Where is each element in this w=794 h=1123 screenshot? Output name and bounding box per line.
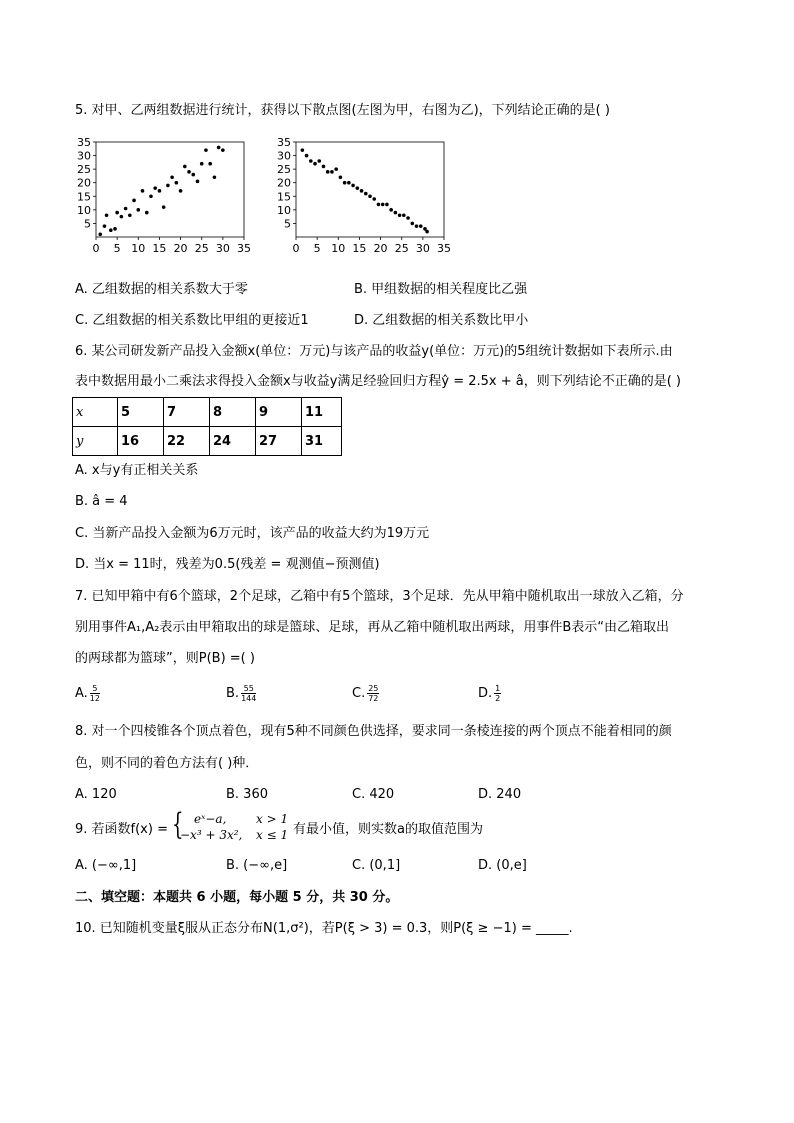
section2-heading: 二、填空题：本题共 6 小题，每小题 5 分，共 30 分。 — [75, 890, 399, 905]
q7-option-b — [226, 684, 256, 703]
scatter-point — [113, 227, 117, 231]
y-tick-label: 10 — [277, 203, 291, 217]
scatter-point — [372, 197, 376, 201]
scatter-point — [343, 181, 347, 185]
q9-prefix: 9. 若函数f(x) = — [75, 822, 168, 837]
q9-option-c: C. (0,1] — [352, 858, 401, 873]
scatter-point — [368, 194, 372, 198]
scatter-point — [347, 181, 351, 185]
scatter-point — [136, 208, 140, 212]
q7-line2: 别用事件A₁,A₂表示由甲箱取出的球是篮球、足球，再从乙箱中随机取出两球，用事件B表示“由乙箱取出 — [75, 620, 669, 635]
table-cell: 9 — [256, 398, 302, 427]
x-tick-label: 35 — [237, 242, 251, 255]
x-tick-label: 10 — [131, 242, 146, 255]
piecewise-brace: { — [172, 807, 184, 842]
q6-option-a: A. x与y有正相关关系 — [75, 463, 199, 478]
q8-option-b: B. 360 — [226, 787, 268, 802]
table-row — [73, 427, 342, 456]
q8-option-a: A. 120 — [75, 787, 117, 802]
scatter-point — [339, 175, 343, 179]
y-tick-label: 10 — [77, 203, 91, 217]
scatter-point — [213, 175, 217, 179]
fraction-denominator: 2 — [495, 694, 501, 703]
y-tick-label: 30 — [77, 149, 91, 163]
scatter-point — [398, 213, 402, 217]
scatter-point — [419, 224, 423, 228]
table-cell: 27 — [256, 427, 302, 456]
q7-option-a — [75, 684, 100, 703]
y-tick-label: 5 — [84, 217, 91, 231]
scatter-point — [158, 189, 162, 193]
q9-option-b: B. (−∞,e] — [226, 858, 288, 873]
q6-option-d: D. 当x = 11时，残差为0.5(残差 = 观测值−预测值) — [75, 557, 380, 572]
scatter-point — [406, 216, 410, 220]
table-cell: y — [73, 427, 118, 456]
y-tick-label: 15 — [277, 190, 291, 204]
x-tick-label: 15 — [352, 242, 367, 255]
q6-option-b: B. â = 4 — [75, 494, 128, 509]
scatter-point — [221, 148, 225, 152]
scatter-point — [98, 232, 102, 236]
q6-stem-line1: 6. 某公司研发新产品投入金额x(单位：万元)与该产品的收益y(单位：万元)的5组统计数据如下表所示.由 — [75, 344, 673, 359]
q9-case1-cond: x > 1 — [256, 812, 289, 826]
table-cell: 7 — [164, 398, 210, 427]
table-cell: 8 — [210, 398, 256, 427]
q10-text: 10. 已知随机变量ξ服从正态分布N(1,σ²)，若P(ξ > 3) = 0.3，则P(ξ ≥ −1) = _____. — [75, 921, 573, 936]
scatter-point — [200, 162, 204, 166]
fraction — [90, 684, 100, 703]
y-tick-label: 25 — [77, 163, 91, 177]
scatter-point — [153, 186, 157, 190]
option-label: B. — [226, 686, 240, 701]
option-label: C. — [352, 686, 366, 701]
scatter-point — [124, 207, 128, 211]
table-cell: 5 — [118, 398, 164, 427]
scatter-point — [313, 162, 317, 166]
q6-data-table — [72, 397, 342, 456]
scatter-point — [103, 224, 107, 228]
q8-line2: 色，则不同的着色方法有( )种． — [75, 756, 259, 771]
fraction — [241, 684, 256, 703]
scatter-point — [170, 175, 174, 179]
table-cell: 11 — [302, 398, 342, 427]
table-cell: 24 — [210, 427, 256, 456]
scatter-point — [334, 167, 338, 171]
table-cell: 31 — [302, 427, 342, 456]
table-row — [73, 398, 342, 427]
scatter-point — [128, 213, 132, 217]
scatter-point — [360, 189, 364, 193]
scatter-point — [301, 148, 305, 152]
q7-option-d — [478, 684, 501, 703]
scatter-point — [166, 184, 170, 188]
scatter-point — [145, 211, 149, 215]
x-tick-label: 5 — [113, 242, 121, 255]
scatter-point — [377, 203, 381, 207]
q9-option-d: D. (0,e] — [478, 858, 527, 873]
q9-case1-expr: eˣ−a, — [194, 812, 227, 826]
x-tick-label: 20 — [173, 242, 188, 255]
fraction-numerator: 25 — [368, 684, 379, 693]
table-cell: 22 — [164, 427, 210, 456]
q7-line3: 的两球都为篮球”，则P(B) =( ) — [75, 651, 255, 666]
scatter-point — [217, 146, 221, 150]
q9-case2-expr: −x³ + 3x², — [180, 828, 243, 842]
q5-option-c: C. 乙组数据的相关系数比甲组的更接近1 — [75, 313, 309, 328]
scatter-point — [415, 224, 419, 228]
q8-line1: 8. 对一个四棱锥各个顶点着色，现有5种不同颜色供选择，要求同一条棱连接的两个顶点不能着相同的颜 — [75, 724, 672, 739]
table-cell: x — [73, 398, 118, 427]
x-tick-label: 0 — [292, 242, 300, 255]
x-tick-label: 30 — [415, 242, 430, 255]
scatter-point — [179, 189, 183, 193]
q8-option-d: D. 240 — [478, 787, 522, 802]
scatter-point — [132, 199, 136, 203]
y-tick-label: 20 — [277, 176, 291, 190]
q5-option-b: B. 甲组数据的相关程度比乙强 — [354, 282, 528, 297]
scatter-point — [385, 203, 389, 207]
q8-option-c: C. 420 — [352, 787, 395, 802]
option-label: A. — [75, 686, 88, 701]
x-tick-label: 5 — [313, 242, 321, 255]
scatter-point — [204, 148, 208, 152]
x-tick-label: 20 — [373, 242, 388, 255]
x-tick-label: 10 — [331, 242, 346, 255]
y-tick-label: 35 — [277, 136, 291, 149]
fraction-numerator: 5 — [90, 684, 100, 694]
q9-case2-cond: x ≤ 1 — [256, 828, 289, 842]
q9-suffix: 有最小值，则实数a的取值范围为 — [293, 822, 483, 837]
x-tick-label: 30 — [215, 242, 230, 255]
q9-option-a: A. (−∞,1] — [75, 858, 137, 873]
fraction-denominator: 12 — [89, 694, 100, 703]
scatter-point — [326, 170, 330, 174]
scatter-plot-jia — [64, 134, 264, 262]
plot-frame — [96, 142, 244, 237]
scatter-point — [187, 170, 191, 174]
x-tick-label: 15 — [152, 242, 167, 255]
scatter-point — [175, 181, 179, 185]
q6-stem-line2: 表中数据用最小二乘法求得投入金额x与收益y满足经验回归方程ŷ = 2.5x + â，则下列结论不正确的是( ) — [75, 374, 682, 389]
fraction-denominator: 72 — [368, 694, 379, 703]
scatter-point — [305, 154, 309, 158]
scatter-point — [141, 189, 145, 193]
scatter-point — [356, 186, 360, 190]
fraction-denominator: 144 — [241, 694, 257, 703]
scatter-point — [351, 184, 355, 188]
scatter-plot-yi — [264, 134, 464, 262]
scatter-point — [402, 213, 406, 217]
scatter-point — [196, 180, 200, 184]
y-tick-label: 25 — [277, 163, 291, 177]
q7-option-c — [352, 684, 379, 703]
scatter-point — [309, 159, 313, 163]
table-cell: 16 — [118, 427, 164, 456]
scatter-point — [330, 170, 334, 174]
fraction — [494, 684, 501, 703]
x-tick-label: 35 — [437, 242, 451, 255]
plot-frame — [296, 142, 444, 237]
fraction — [367, 684, 379, 703]
y-tick-label: 35 — [77, 136, 91, 149]
scatter-point — [162, 205, 166, 209]
scatter-point — [105, 213, 109, 217]
y-tick-label: 5 — [284, 217, 291, 231]
scatter-point — [208, 162, 212, 166]
scatter-point — [394, 211, 398, 215]
scatter-point — [109, 228, 113, 232]
fraction-numerator: 55 — [241, 684, 256, 694]
x-tick-label: 25 — [194, 242, 209, 255]
scatter-point — [317, 159, 321, 163]
q5-option-a: A. 乙组数据的相关系数大于零 — [75, 282, 248, 297]
q5-option-d: D. 乙组数据的相关系数比甲小 — [354, 313, 529, 328]
y-tick-label: 20 — [77, 176, 91, 190]
scatter-point — [183, 165, 187, 169]
scatter-point — [381, 203, 385, 207]
scatter-point — [425, 230, 429, 234]
y-tick-label: 15 — [77, 190, 91, 204]
scatter-point — [149, 194, 153, 198]
x-tick-label: 0 — [92, 242, 100, 255]
scatter-point — [364, 192, 368, 196]
scatter-point — [322, 165, 326, 169]
q6-option-c: C. 当新产品投入金额为6万元时，该产品的收益大约为19万元 — [75, 526, 430, 541]
option-label: D. — [478, 686, 493, 701]
q5-stem: 5. 对甲、乙两组数据进行统计，获得以下散点图(左图为甲，右图为乙)，下列结论正确的是( ) — [75, 103, 610, 118]
x-tick-label: 25 — [394, 242, 409, 255]
q7-line1: 7. 已知甲箱中有6个篮球，2个足球，乙箱中有5个篮球，3个足球．先从甲箱中随机取出一球放入乙箱，分 — [75, 589, 684, 604]
fraction-numerator: 1 — [495, 684, 501, 693]
y-tick-label: 30 — [277, 149, 291, 163]
scatter-point — [410, 222, 414, 226]
scatter-point — [389, 208, 393, 212]
scatter-point — [115, 211, 119, 215]
scatter-point — [191, 173, 195, 177]
scatter-point — [120, 215, 124, 219]
